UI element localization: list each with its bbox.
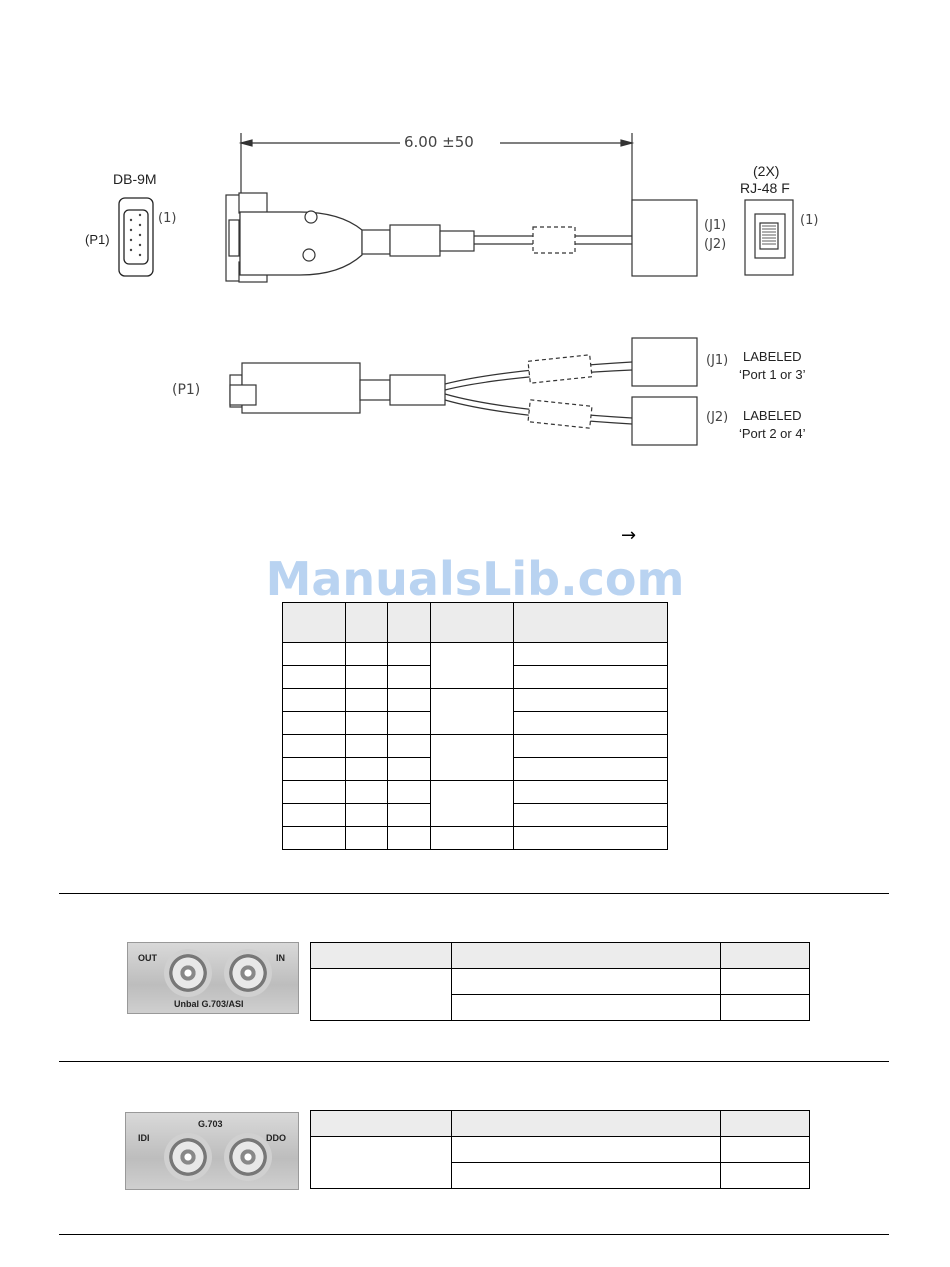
pin1-right-label: (1) <box>800 213 819 228</box>
table-header-row <box>311 943 810 969</box>
g703-connector-photo <box>125 1112 299 1190</box>
pinout-table <box>282 602 668 850</box>
db9-connector-side-view <box>230 338 697 445</box>
bnc-out-icon <box>164 949 212 997</box>
table-row <box>283 689 668 712</box>
p1-label: (P1) <box>85 232 110 247</box>
bnc-idi-icon <box>164 1133 212 1181</box>
cable-diagram <box>0 0 950 470</box>
arrow-right-icon: → <box>621 525 637 546</box>
j1-label-lower: (J1) <box>706 353 729 368</box>
rj48-title: RJ-48 F <box>740 180 790 196</box>
bnc-ddo-icon <box>224 1133 272 1181</box>
section-divider <box>59 1061 889 1062</box>
table-row <box>283 735 668 758</box>
db9-connector-top-view <box>226 193 697 282</box>
db9-face-icon <box>119 198 153 276</box>
labeled-port-2-line1: LABELED <box>743 408 802 423</box>
bnc-in-icon <box>224 949 272 997</box>
j2-label-lower: (J2) <box>706 410 729 425</box>
rj48-jack-icon <box>745 200 793 275</box>
table-row <box>283 827 668 850</box>
j2-label: (J2) <box>704 237 727 252</box>
signal-table-1 <box>310 942 810 1021</box>
db9-title: DB-9M <box>113 171 157 187</box>
section-divider <box>59 1234 889 1235</box>
photo-idi-label: IDI <box>138 1133 150 1143</box>
watermark: ManualsLib.com <box>265 552 685 606</box>
pin1-left-label: (1) <box>158 211 177 226</box>
dimension-label: 6.00 ±50 <box>404 133 474 151</box>
section-divider <box>59 893 889 894</box>
photo-in-label: IN <box>276 953 285 963</box>
labeled-port-1-line2: ‘Port 1 or 3’ <box>739 367 806 382</box>
photo-out-label: OUT <box>138 953 157 963</box>
photo-ddo-label: DDO <box>266 1133 286 1143</box>
table-header-row <box>283 603 668 643</box>
labeled-port-1-line1: LABELED <box>743 349 802 364</box>
table-row <box>283 643 668 666</box>
unbal-g703-connector-photo <box>127 942 299 1014</box>
labeled-port-2-line2: ‘Port 2 or 4’ <box>739 426 806 441</box>
table-row <box>283 781 668 804</box>
photo-caption: Unbal G.703/ASI <box>174 999 244 1009</box>
p1-label-lower: (P1) <box>172 382 201 398</box>
table-row <box>311 969 810 995</box>
j1-label: (J1) <box>704 218 727 233</box>
signal-table-2 <box>310 1110 810 1189</box>
table-header-row <box>311 1111 810 1137</box>
table-row <box>311 1137 810 1163</box>
photo-g703-title: G.703 <box>198 1119 223 1129</box>
rj48-qty-label: (2X) <box>753 163 780 179</box>
